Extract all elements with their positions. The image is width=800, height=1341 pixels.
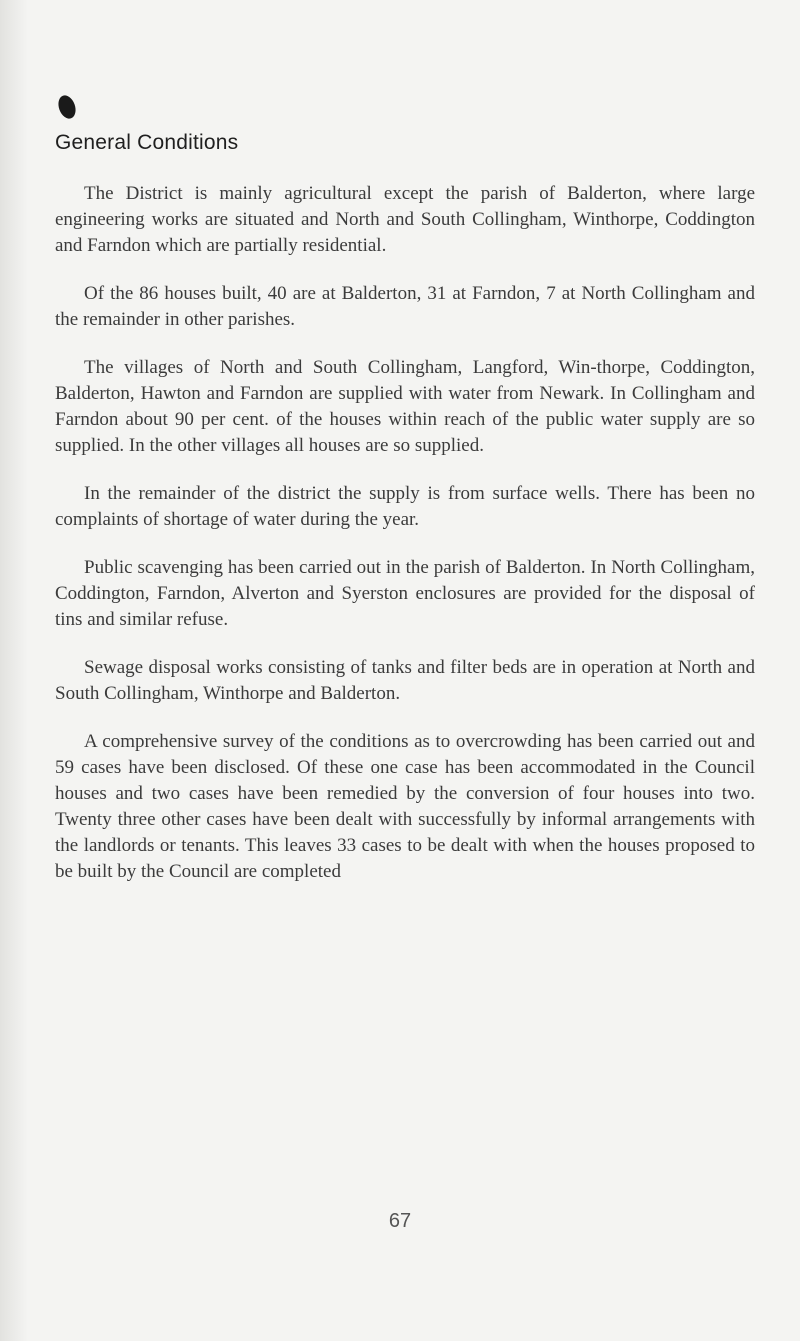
paragraph-surface-wells: In the remainder of the district the supply is from surface wells. There has been no complaints of shortage of water during the year. (55, 483, 755, 530)
paragraph-scavenging: Public scavenging has been carried out in the parish of Balderton. In North Collingham, Coddington, Farndon, Alverton and Syerston enclosures are provided for the disposal of tins and similar refuse. (55, 557, 755, 630)
paragraph-sewage: Sewage disposal works consisting of tanks and filter beds are in operation at North and South Collingham, Winthorpe and Balderton. (55, 657, 755, 704)
paragraph-overcrowding: A comprehensive survey of the conditions as to overcrowding has been carried out and 59 cases have been disclosed. Of these one case has been accommodated in the Council houses and two cases have been remedied by the conversion of four houses into two. Twenty three other cases have been dealt with successfully by informal arrangements with the landlords or tenants. This leaves 33 cases to be dealt with when the houses proposed to be built by the Council are completed (55, 731, 755, 882)
document-body (55, 181, 755, 907)
paragraph-houses-built: Of the 86 houses built, 40 are at Balderton, 31 at Farndon, 7 at North Collingham and the remainder in other parishes. (55, 283, 755, 330)
paragraph-district: The District is mainly agricultural except the parish of Balderton, where large engineering works are situated and North and South Collingham, Winthorpe, Coddington and Farndon which are partially residential. (55, 183, 755, 256)
section-heading: General Conditions (55, 131, 239, 154)
page-number: 67 (388, 1210, 412, 1232)
page-edge-shadow (0, 0, 28, 1341)
paragraph-water-supply: The villages of North and South Collingham, Langford, Win-thorpe, Coddington, Balderton, Hawton and Farndon are supplied with water from Newark. In Collingham and Farndon about 90 per cent. of the houses within reach of the public water supply are so supplied. In the other villages all houses are so supplied. (55, 357, 755, 456)
bullet-mark (55, 93, 78, 121)
